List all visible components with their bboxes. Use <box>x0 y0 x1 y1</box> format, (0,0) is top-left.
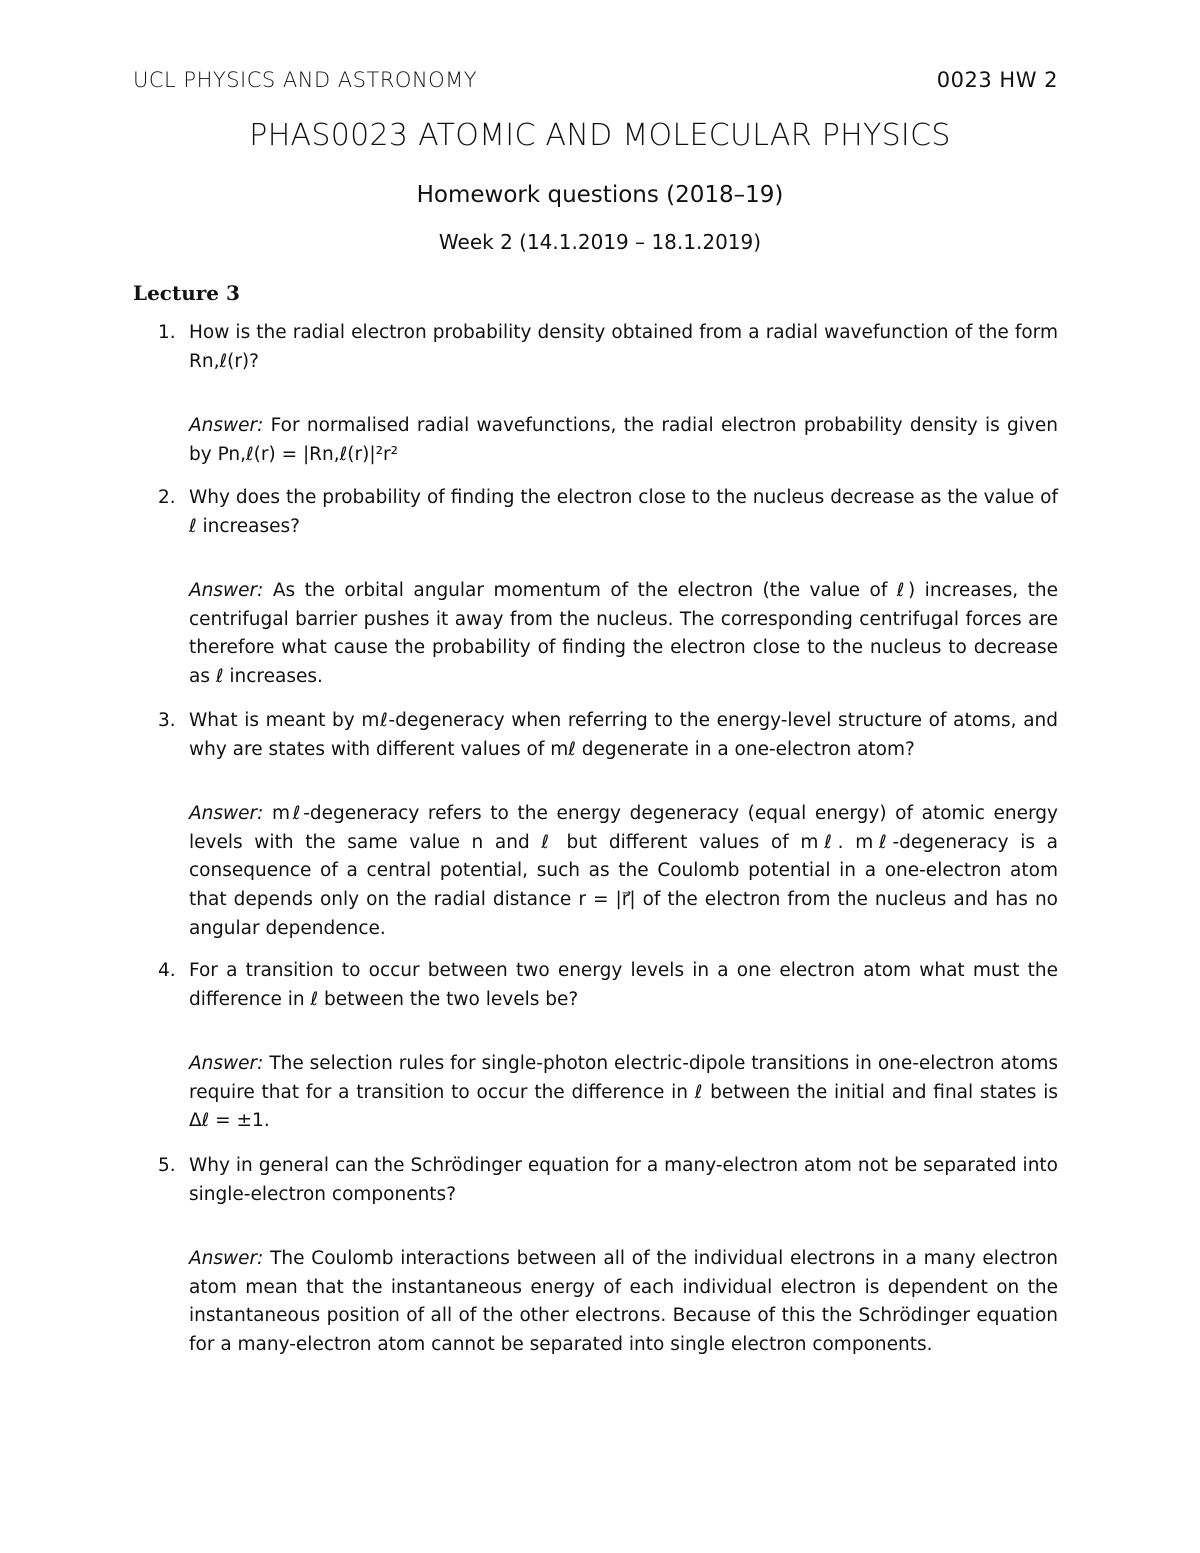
answer-block <box>189 800 1058 944</box>
lecture-heading: Lecture 3 <box>133 281 240 305</box>
answer-text: As the orbital angular momentum of the electron (the value of ℓ) increases, the centrifugal barrier pushes it away from the nucleus. The corresponding centrifugal forces are therefore what cause the probability of finding the electron close to the nucleus to decrease as ℓ increases. <box>189 580 1058 688</box>
question-number: 2. <box>158 487 176 508</box>
question-item <box>133 957 1058 1014</box>
answer-block <box>189 577 1058 692</box>
answer-text: The Coulomb interactions between all of the individual electrons in a many electron atom mean that the instantaneous energy of each individual electron is dependent on the instantaneous position of all of the other electrons. Because of this the Schrödinger equation for a many-electron atom cannot be separated into single electron components. <box>189 1248 1058 1356</box>
question-number: 3. <box>158 710 176 731</box>
header-course-code: 0023 HW 2 <box>936 68 1058 92</box>
answer-label: Answer: <box>189 1248 271 1269</box>
answer-block <box>189 1245 1058 1360</box>
answer-label: Answer: <box>189 803 273 824</box>
question-text: Why in general can the Schrödinger equation for a many-electron atom not be separated into single-electron components? <box>189 1155 1058 1205</box>
answer-block <box>189 412 1058 469</box>
question-item <box>133 707 1058 764</box>
week-range: Week 2 (14.1.2019 – 18.1.2019) <box>438 230 762 254</box>
question-text: Why does the probability of finding the electron close to the nucleus decrease as the value of ℓ increases? <box>189 487 1058 537</box>
question-item <box>133 319 1058 376</box>
answer-text: The selection rules for single-photon electric-dipole transitions in one-electron atoms require that for a transition to occur the difference in ℓ between the initial and final states is Δℓ = ±1. <box>189 1053 1058 1132</box>
question-item <box>133 1152 1058 1209</box>
answer-label: Answer: <box>189 1053 270 1074</box>
question-text: How is the radial electron probability density obtained from a radial wavefunction of the form Rn,ℓ(r)? <box>189 322 1058 372</box>
answer-label: Answer: <box>189 415 271 436</box>
question-item <box>133 484 1058 541</box>
document-title: PHAS0023 ATOMIC AND MOLECULAR PHYSICS <box>249 118 951 153</box>
question-text: For a transition to occur between two energy levels in a one electron atom what must the difference in ℓ between the two levels be? <box>189 960 1058 1010</box>
document-subtitle: Homework questions (2018–19) <box>416 182 784 208</box>
answer-text: mℓ-degeneracy refers to the energy degeneracy (equal energy) of atomic energy levels with the same value n and ℓ but different values of mℓ. mℓ-degeneracy is a consequence of a central potential, such as the Coulomb potential in a one-electron atom that depends only on the radial distance r = |r⃗| of the electron from the nucleus and has no angular dependence. <box>189 803 1058 939</box>
question-number: 5. <box>158 1155 176 1176</box>
question-text: What is meant by mℓ-degeneracy when referring to the energy-level structure of atoms, and why are states with different values of mℓ degenerate in a one-electron atom? <box>189 710 1058 760</box>
answer-block <box>189 1050 1058 1136</box>
header-department: UCL PHYSICS AND ASTRONOMY <box>133 68 478 92</box>
question-number: 4. <box>158 960 176 981</box>
answer-text: For normalised radial wavefunctions, the radial electron probability density is given by Pn,ℓ(r) = |Rn,ℓ(r)|²r² <box>189 415 1058 465</box>
question-number: 1. <box>158 322 176 343</box>
answer-label: Answer: <box>189 580 273 601</box>
